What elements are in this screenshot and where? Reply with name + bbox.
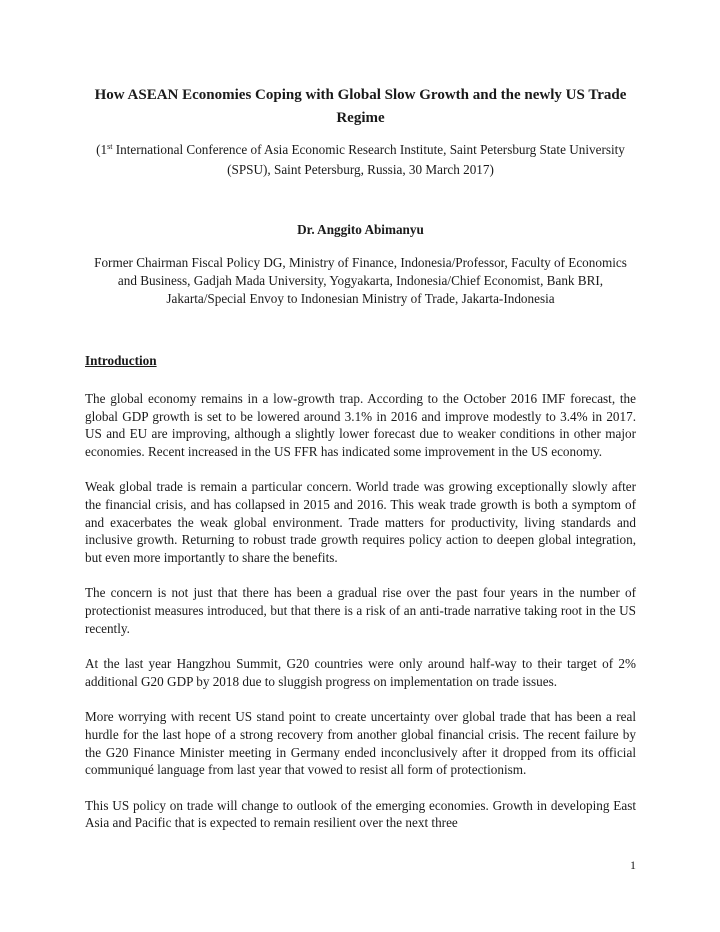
paragraph: The concern is not just that there has been a gradual rise over the past four years in the number of protectionist measures introduced, but that there is a risk of an anti-trade narrative taking root in the US recently. [85, 585, 636, 636]
conference-prefix: (1 [96, 142, 108, 157]
document-body [85, 84, 636, 832]
paragraph: This US policy on trade will change to outlook of the emerging economies. Growth in developing East Asia and Pacific that is expected to remain resilient over the next three [85, 797, 636, 831]
paragraph: More worrying with recent US stand point to create uncertainty over global trade that has been a real hurdle for the last hope of a strong recovery from another global financial crisis. The recent failure by the G20 Finance Minister meeting in Germany ended inconclusively after it dropped from its official communiqué language from last year that vowed to resist all form of protectionism. [85, 709, 636, 778]
author-affiliation: Former Chairman Fiscal Policy DG, Ministry of Finance, Indonesia/Professor, Faculty of Economics and Business, Gadjah Mada University, Yogyakarta, Indonesia/Chief Economist, Bank BRI, Jakarta/Special Envoy to Indonesian Ministry of Trade, Jakarta-Indonesia [94, 255, 627, 306]
author-name: Dr. Anggito Abimanyu [297, 222, 424, 237]
paragraph: Weak global trade is remain a particular concern. World trade was growing exceptionally slowly after the financial crisis, and has collapsed in 2015 and 2016. This weak trade growth is both a symptom of and exacerbates the weak global environment. Trade matters for productivity, living standards and inclusive growth. Returning to robust trade growth requires policy action to deepen global integration, but even more importantly to share the benefits. [85, 479, 636, 565]
paragraph: At the last year Hangzhou Summit, G20 countries were only around half-way to their target of 2% additional G20 GDP by 2018 due to sluggish progress on implementation on trade issues. [85, 656, 636, 689]
conference-info [85, 140, 636, 180]
conference-ordinal-superscript: st [107, 142, 113, 151]
document-title: How ASEAN Economies Coping with Global Slow Growth and the newly US Trade Regime [94, 87, 627, 126]
paragraph: The global economy remains in a low-growth trap. According to the October 2016 IMF forecast, the global GDP growth is set to be lowered around 3.1% in 2016 and improve modestly to 3.4% in 2017. US and EU are improving, although a slightly lower forecast due to weaker conditions in other major economies. Recent increased in the US FFR has indicated some improvement in the US economy. [85, 391, 636, 459]
page-number: 1 [630, 858, 636, 872]
section-heading-introduction: Introduction [85, 353, 157, 368]
conference-text: International Conference of Asia Economic Research Institute, Saint Petersburg State University (SPSU), Saint Petersburg, Russia, 30 March 2017) [112, 142, 625, 177]
